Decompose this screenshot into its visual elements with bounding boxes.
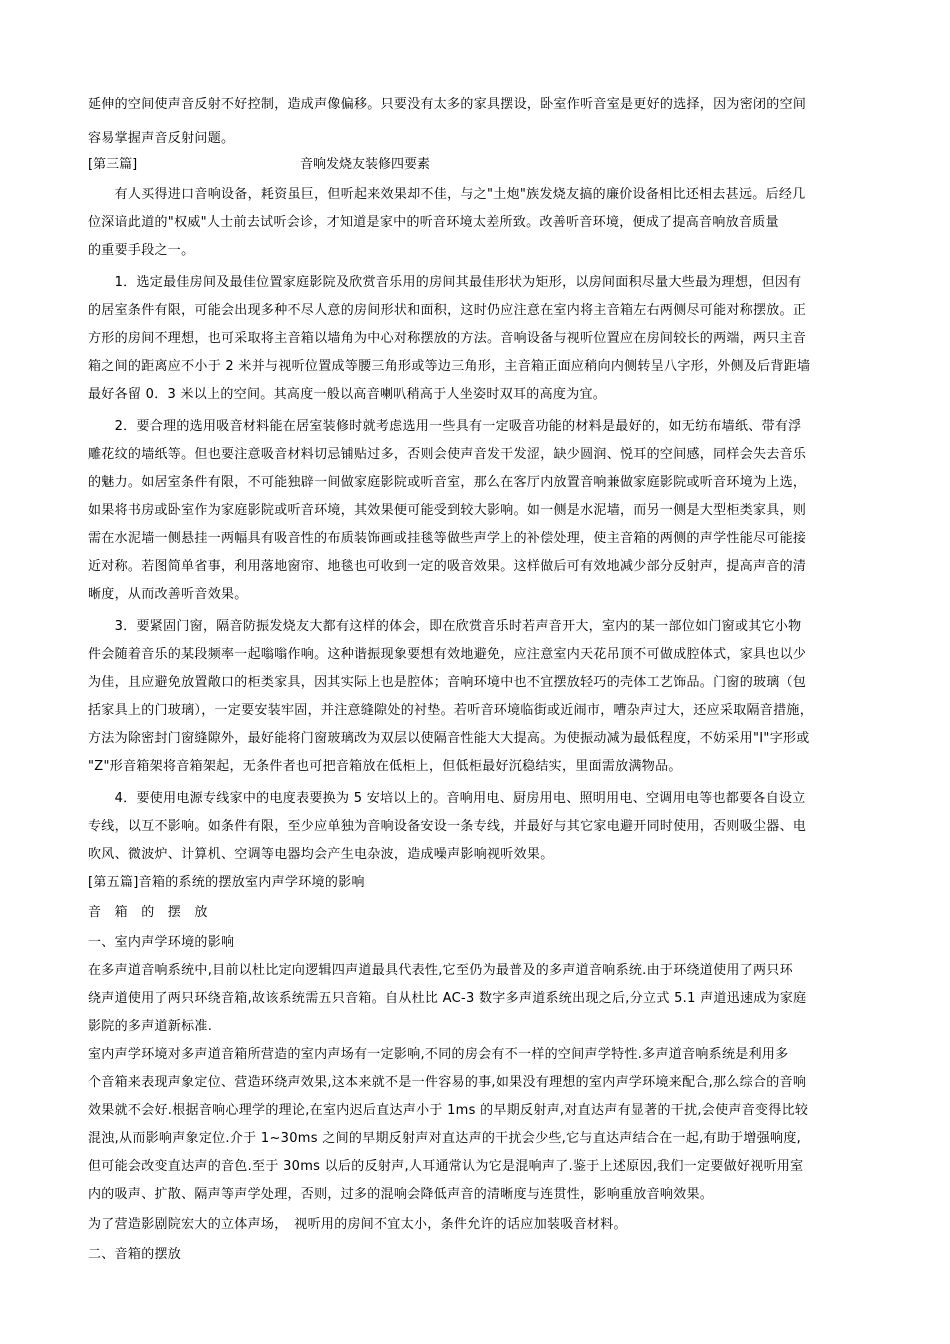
section-heading: 一、室内声学环境的影响 [88,935,235,950]
text-line: 晰度，从而改善听音效果。 [88,587,248,602]
text-line: 个音箱来表现声象定位、营造环绕声效果,这本来就不是一件容易的事,如果没有理想的室内声学环境来配合,那么综合的音响 [88,1075,807,1090]
text-line: 室内声学环境对多声道音箱所营造的室内声场有一定影响,不同的房会有不一样的空间声学特性.多声道音响系统是利用多 [88,1047,789,1062]
text-line: 的魅力。如居室条件有限，不可能独辟一间做家庭影院或听音室，那么在客厅内放置音响兼做家庭影院或听音环境为上选， [88,475,807,490]
text-line: 1．选定最佳房间及最佳位置家庭影院及欣赏音乐用的房间其最佳形状为矩形，以房间面积尽量大些最为理想，但因有 [88,275,802,290]
text-line: 需在水泥墙一侧悬挂一两幅具有吸音性的布质装饰画或挂毯等做些声学上的补偿处理，使主音箱的两侧的声学性能尽可能接 [88,531,807,546]
section-heading: 音 箱 的 摆 放 [88,905,208,920]
text-line: 为了营造影剧院宏大的立体声场， 视听用的房间不宜太小，条件允许的话应加装吸音材料。 [88,1217,627,1232]
text-line: 绕声道使用了两只环绕音箱,故该系统需五只音箱。自从杜比 AC-3 数字多声道系统出现之后,分立式 5.1 声道迅速成为家庭 [88,991,807,1006]
text-line: 方形的房间不理想，也可采取将主音箱以墙角为中心对称摆放的方法。音响设备与视听位置应在房间较长的两端，两只主音 [88,331,807,346]
text-line: 混浊,从而影响声象定位.介于 1~30ms 之间的早期反射声对直达声的干扰会少些,它与直达声结合在一起,有助于增强响度, [88,1131,802,1146]
text-line: 3．要紧固门窗，隔音防振发烧友大都有这样的体会，即在欣赏音乐时若声音开大，室内的某一部位如门窗或其它小物 [88,619,802,634]
text-line: 最好各留 0．3 米以上的空间。其高度一般以高音喇叭稍高于人坐姿时双耳的高度为宜。 [88,387,607,402]
text-line: 4．要使用电源专线家中的电度表要换为 5 安培以上的。音响用电、厨房用电、照明用电、空调用电等也都要各自设立 [88,791,806,806]
text-line: 为佳，且应避免放置敞口的柜类家具，因其实际上也是腔体；音响环境中也不宜摆放轻巧的壳体工艺饰品。门窗的玻璃（包 [88,675,807,690]
text-line: 括家具上的门玻璃），一定要安装牢固，并注意缝隙处的衬垫。若听音环境临街或近闹市，嘈杂声过大，还应采取隔音措施， [88,703,814,718]
text-line: 专线，以互不影响。如条件有限，至少应单独为音响设备安设一条专线，并最好与其它家电避开同时使用，否则吸尘器、电 [88,819,807,834]
text-line: 效果就不会好.根据音响心理学的理论,在室内迟后直达声小于 1ms 的早期反射声,对直达声有显著的干扰,会使声音变得比较 [88,1103,809,1118]
text-line: 影院的多声道新标准. [88,1019,213,1034]
text-line: 2．要合理的选用吸音材料能在居室装修时就考虑选用一些具有一定吸音功能的材料是最好的，如无纺布墙纸、带有浮 [88,419,802,434]
text-line: 件会随着音乐的某段频率一起嗡嗡作响。这种谐振现象要想有效地避免，应注意室内天花吊顶不可做成腔体式，家具也以少 [88,647,807,662]
section-title: 音响发烧友装修四要素 [300,157,431,172]
text-line: 的重要手段之一。 [88,243,195,258]
section-heading: [第五篇]音箱的系统的摆放室内声学环境的影响 [88,875,365,890]
text-line: 但可能会改变直达声的音色.至于 30ms 以后的反射声,人耳通常认为它是混响声了.鉴于上述原因,我们一定要做好视听用室 [88,1159,804,1174]
section-tag: [第三篇] [88,157,138,172]
text-line: 雕花纹的墙纸等。但也要注意吸音材料切忌铺贴过多，否则会使声音发干发涩，缺少圆润、悦耳的空间感，同样会失去音乐 [88,447,807,462]
text-line: 位深谙此道的"权威"人士前去试听会诊，才知道是家中的听音环境太差所致。改善听音环境，便成了提高音响放音质量 [88,215,779,230]
text-line: 有人买得进口音响设备，耗资虽巨，但听起来效果却不佳，与之"土炮"族发烧友搞的廉价设备相比还相去甚远。后经几 [88,187,806,202]
text-line: 的居室条件有限，可能会出现多种不尽人意的房间形状和面积，这时仍应注意在室内将主音箱左右两侧尽可能对称摆放。正 [88,303,807,318]
text-line: 内的吸声、扩散、隔声等声学处理，否则，过多的混响会降低声音的清晰度与连贯性，影响重放音响效果。 [88,1187,714,1202]
section-heading: 二、音箱的摆放 [88,1247,182,1262]
text-line: 方法为除密封门窗缝隙外，最好能将门窗玻璃改为双层以使隔音性能大大提高。为使振动减为最低程度，不妨采用"I"字形或 [88,731,810,746]
text-line: 箱之间的距离应不小于 2 米并与视听位置成等腰三角形或等边三角形，主音箱正面应稍向内侧转呈八字形，外侧及后背距墙 [88,359,811,374]
text-line: 容易掌握声音反射问题。 [88,131,235,146]
text-line: 吹风、微波炉、计算机、空调等电器均会产生电杂波，造成噪声影响视听效果。 [88,847,554,862]
text-line: 如果将书房或卧室作为家庭影院或听音环境，其效果便可能受到较大影响。如一侧是水泥墙，而另一侧是大型柜类家具，则 [88,503,807,518]
text-line: "Z"形音箱架将音箱架起，无条件者也可把音箱放在低柜上，但低柜最好沉稳结实，里面需放满物品。 [88,759,682,774]
text-line: 延伸的空间使声音反射不好控制，造成声像偏移。只要没有太多的家具摆设，卧室作听音室是更好的选择，因为密闭的空间 [88,97,807,112]
text-line: 近对称。若图简单省事，利用落地窗帘、地毯也可收到一定的吸音效果。这样做后可有效地减少部分反射声，提高声音的清 [88,559,807,574]
text-line: 在多声道音响系统中,目前以杜比定向逻辑四声道最具代表性,它至仍为最普及的多声道音响系统.由于环绕道使用了两只环 [88,963,793,978]
